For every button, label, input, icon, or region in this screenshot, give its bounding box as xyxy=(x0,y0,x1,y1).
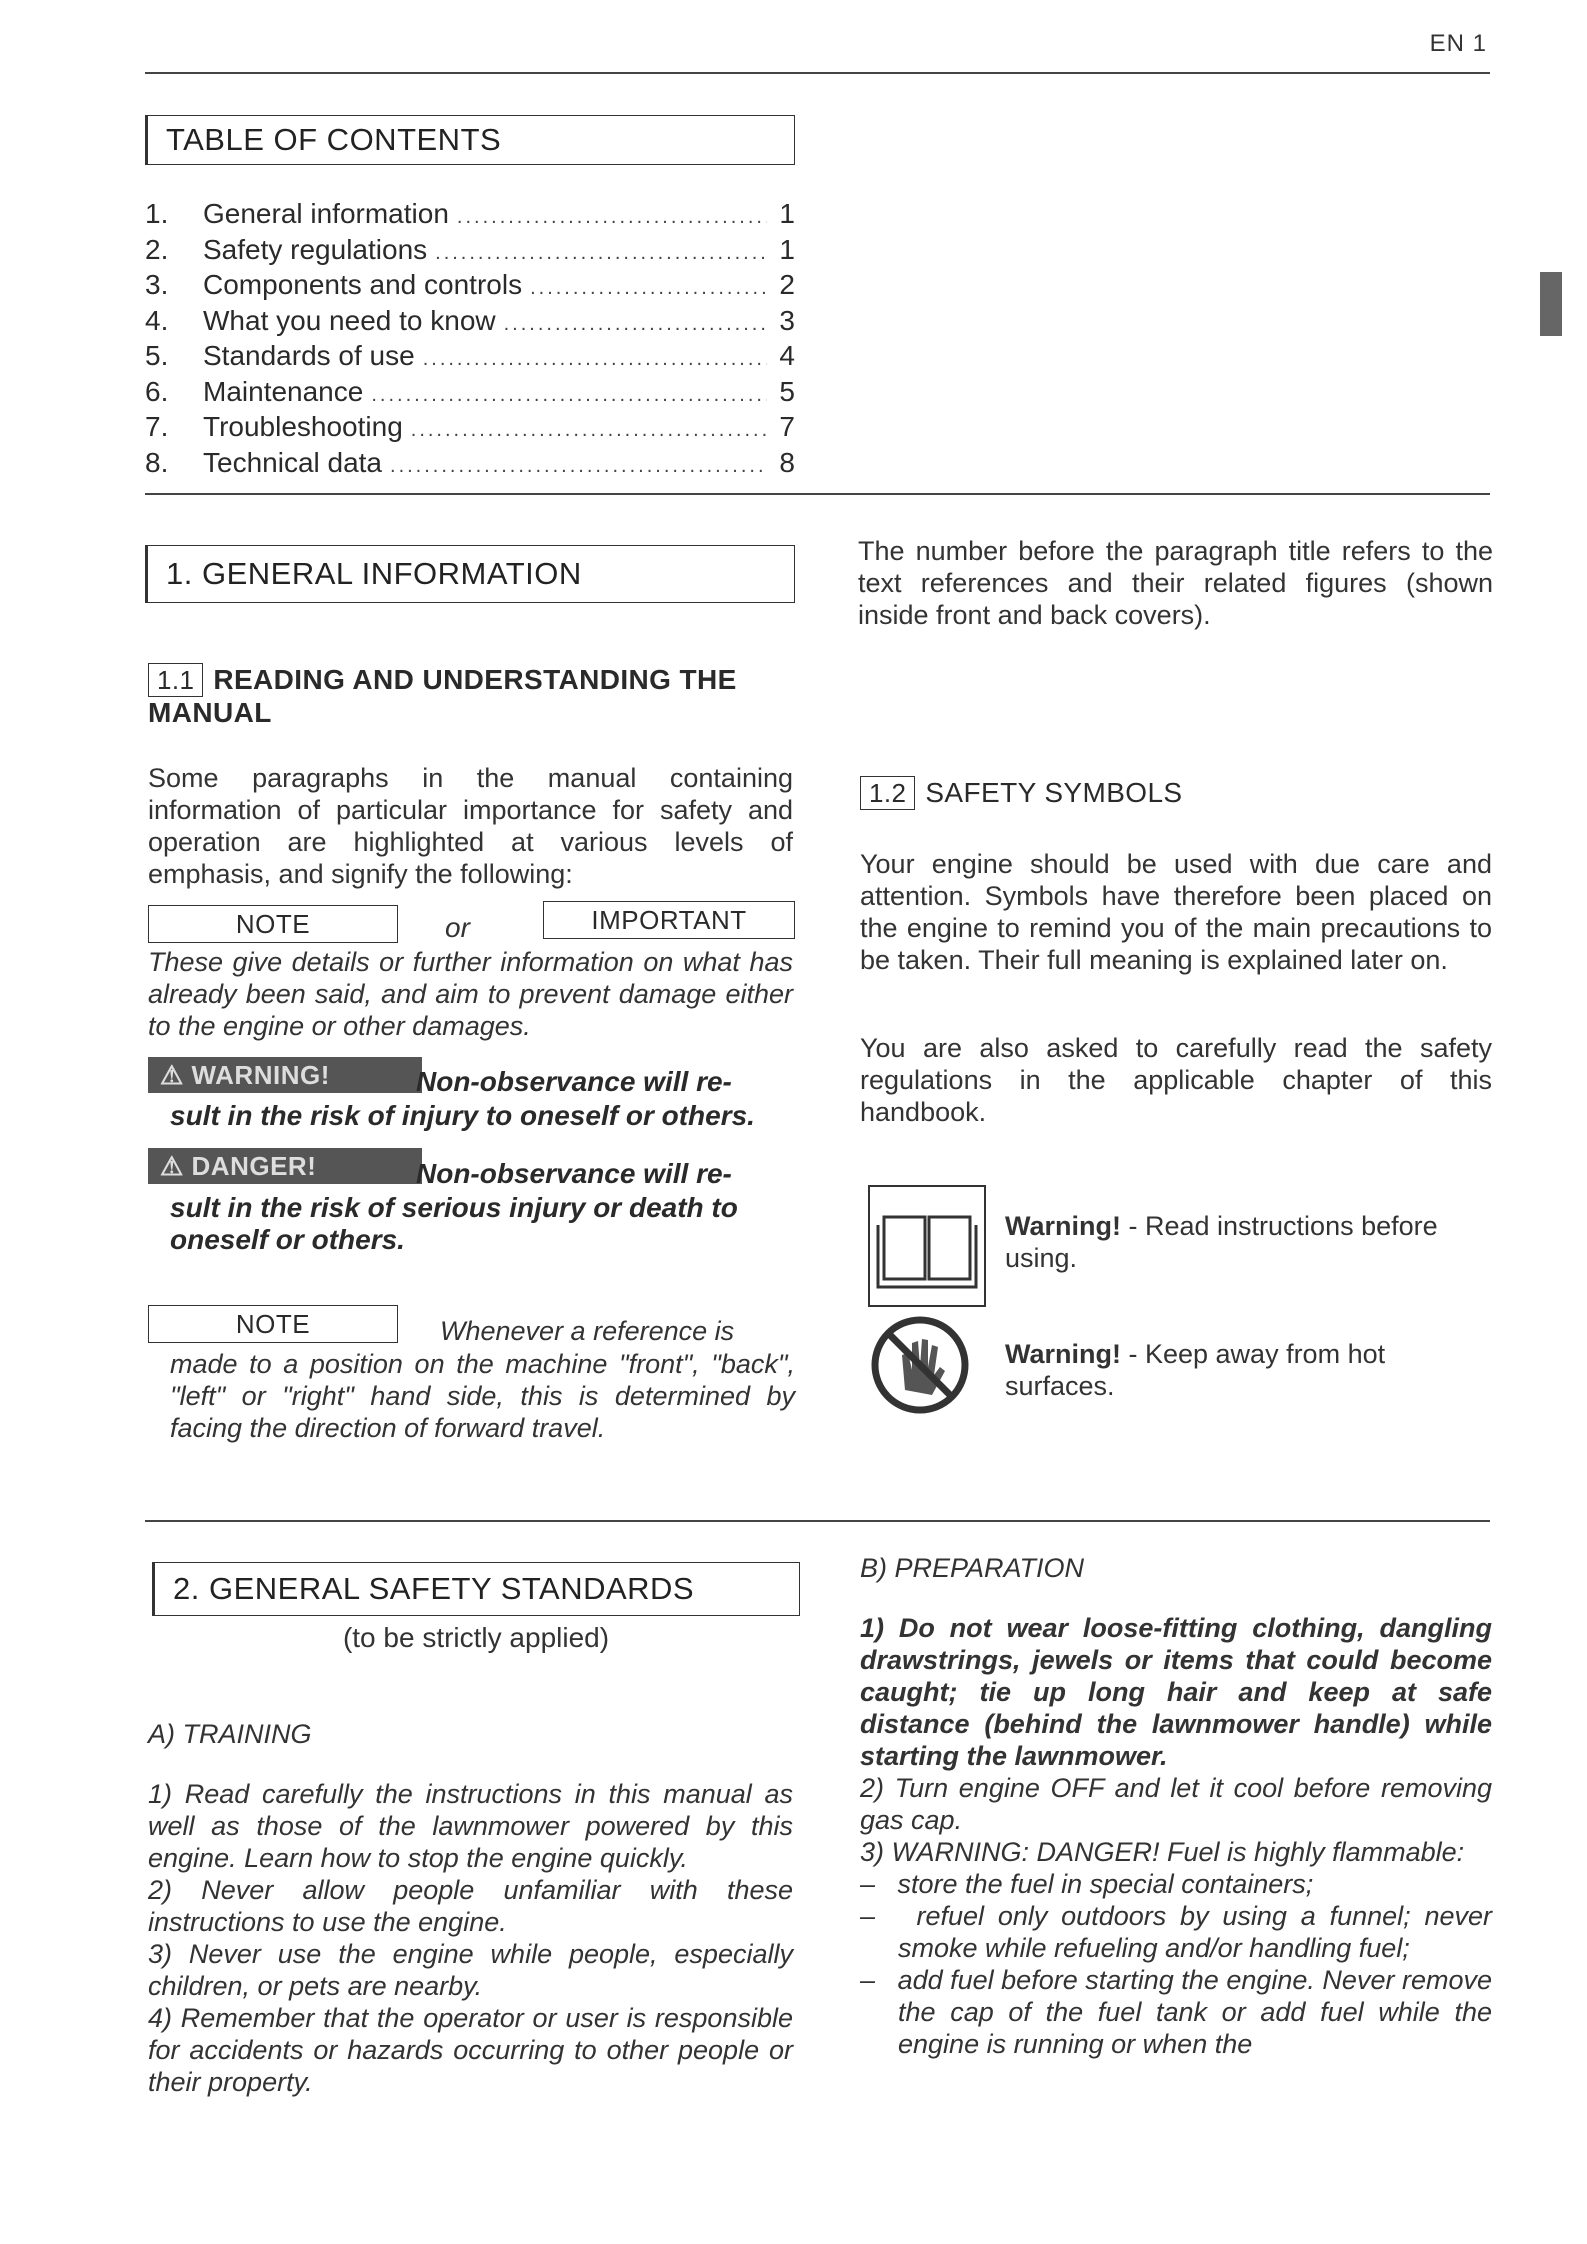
toc-item[interactable]: 8. Technical data ..... 8 xyxy=(145,447,795,483)
list-item: 3) Never use the engine while people, especially children, or pets are nearby. xyxy=(148,1939,793,2001)
hot-surface-icon xyxy=(870,1315,970,1415)
toc-item[interactable]: 4. What you need to know ..... 3 xyxy=(145,305,795,341)
section1-title: 1. GENERAL INFORMATION xyxy=(166,556,582,591)
section2-title: 2. GENERAL SAFETY STANDARDS xyxy=(173,1571,695,1606)
read-manual-icon xyxy=(868,1185,986,1307)
note2-text-b: made to a position on the machine "front", "back", "left" or "right" hand side, this is determined by facing the direction of forward travel. xyxy=(170,1349,795,1443)
sub11-title-line1: READING AND UNDERSTANDING THE xyxy=(213,664,737,695)
danger-text-a: Non-observance will re- xyxy=(416,1158,732,1189)
sub12-title: SAFETY SYMBOLS xyxy=(925,777,1183,808)
sub12-body2: You are also asked to carefully read the safety regulations in the applicable chapter of this handbook. xyxy=(860,1033,1492,1127)
warning-badge: ⚠ WARNING! xyxy=(148,1057,422,1093)
sub12-body1: Your engine should be used with due care and attention. Symbols have therefore been placed on the engine to remind you of the main precautions to be taken. Their full meaning is explained later on. xyxy=(860,849,1492,975)
toc-title: TABLE OF CONTENTS xyxy=(166,122,502,157)
sub11-title-line2: MANUAL xyxy=(148,697,272,728)
symbol2-desc: - Keep away from hot surfaces. xyxy=(1005,1339,1386,1401)
list-item: – add fuel before starting the engine. Never remove the cap of the fuel tank or add fuel while the engine is running or when the xyxy=(860,1965,1492,2059)
toc-item[interactable]: 1. General information ..... 1 xyxy=(145,198,795,234)
danger-badge: ⚠ DANGER! xyxy=(148,1148,422,1184)
preparation-heading: B) PREPARATION xyxy=(860,1553,1085,1583)
sub12-heading xyxy=(860,776,1492,810)
list-item: 2) Turn engine OFF and let it cool before removing gas cap. xyxy=(860,1773,1492,1835)
symbol2-bold: Warning! xyxy=(1005,1339,1121,1369)
list-item: 3) WARNING: DANGER! Fuel is highly flammable: xyxy=(860,1837,1465,1867)
danger-text-b: sult in the risk of serious injury or death to oneself or others. xyxy=(170,1192,738,1255)
important-label: IMPORTANT xyxy=(543,901,795,939)
top-rule xyxy=(145,72,1490,74)
list-item: 2) Never allow people unfamiliar with these instructions to use the engine. xyxy=(148,1875,793,1937)
scan-margin-mark xyxy=(1540,272,1562,336)
note2-label: NOTE xyxy=(148,1305,398,1343)
sub11-heading xyxy=(148,663,793,729)
sub12-number: 1.2 xyxy=(860,776,915,810)
symbol1-text xyxy=(1005,1210,1493,1274)
preparation-list xyxy=(860,1612,1492,2060)
or-text: or xyxy=(445,912,470,943)
section2-title-box xyxy=(152,1562,800,1616)
note-text: These give details or further information on what has already been said, and aim to prevent damage either to the engine or other damages. xyxy=(148,947,793,1041)
warning-text-a: Non-observance will re- xyxy=(416,1066,732,1097)
list-item: 1) Read carefully the instructions in this manual as well as those of the lawnmower powered by this engine. Learn how to stop the engine quickly. xyxy=(148,1779,793,1873)
sub11-body: Some paragraphs in the manual containing information of particular importance for safety and operation are highlighted at various levels of emphasis, and signify the following: xyxy=(148,763,793,889)
toc-item[interactable]: 7. Troubleshooting ..... 7 xyxy=(145,411,795,447)
symbol1-desc: - Read instructions before using. xyxy=(1005,1211,1438,1273)
section-rule-1 xyxy=(145,493,1490,495)
training-heading: A) TRAINING xyxy=(148,1719,312,1749)
training-list xyxy=(148,1778,793,2098)
toc-list xyxy=(145,198,795,482)
toc-item[interactable]: 6. Maintenance ..... 5 xyxy=(145,376,795,412)
list-item: 4) Remember that the operator or user is responsible for accidents or hazards occurring to other people or their property. xyxy=(148,2003,793,2097)
list-item: 1) Do not wear loose-fitting clothing, dangling drawstrings, jewels or items that could become caught; tie up long hair and keep at safe distance (behind the lawnmower handle) while starting the lawnmower. xyxy=(860,1613,1492,1771)
page-number: EN 1 xyxy=(1429,30,1487,57)
section1-title-box xyxy=(145,545,795,603)
toc-title-box xyxy=(145,115,795,165)
list-item: – refuel only outdoors by using a funnel; never smoke while refueling and/or handling fuel; xyxy=(860,1901,1492,1963)
note2-text-a: Whenever a reference is xyxy=(440,1316,735,1346)
warning-text-b: sult in the risk of injury to oneself or others. xyxy=(170,1100,755,1131)
toc-item[interactable]: 5. Standards of use ..... 4 xyxy=(145,340,795,376)
list-item: – store the fuel in special containers; xyxy=(860,1869,1314,1899)
section-rule-2 xyxy=(145,1520,1490,1522)
symbol1-bold: Warning! xyxy=(1005,1211,1121,1241)
section2-subtitle: (to be strictly applied) xyxy=(342,1622,610,1653)
toc-item[interactable]: 3. Components and controls ..... 2 xyxy=(145,269,795,305)
section1-intro: The number before the paragraph title refers to the text references and their related figures (shown inside front and back covers). xyxy=(858,536,1493,630)
toc-item[interactable]: 2. Safety regulations ..... 1 xyxy=(145,234,795,270)
sub11-number: 1.1 xyxy=(148,663,203,697)
note-label: NOTE xyxy=(148,905,398,943)
symbol2-text xyxy=(1005,1338,1493,1402)
